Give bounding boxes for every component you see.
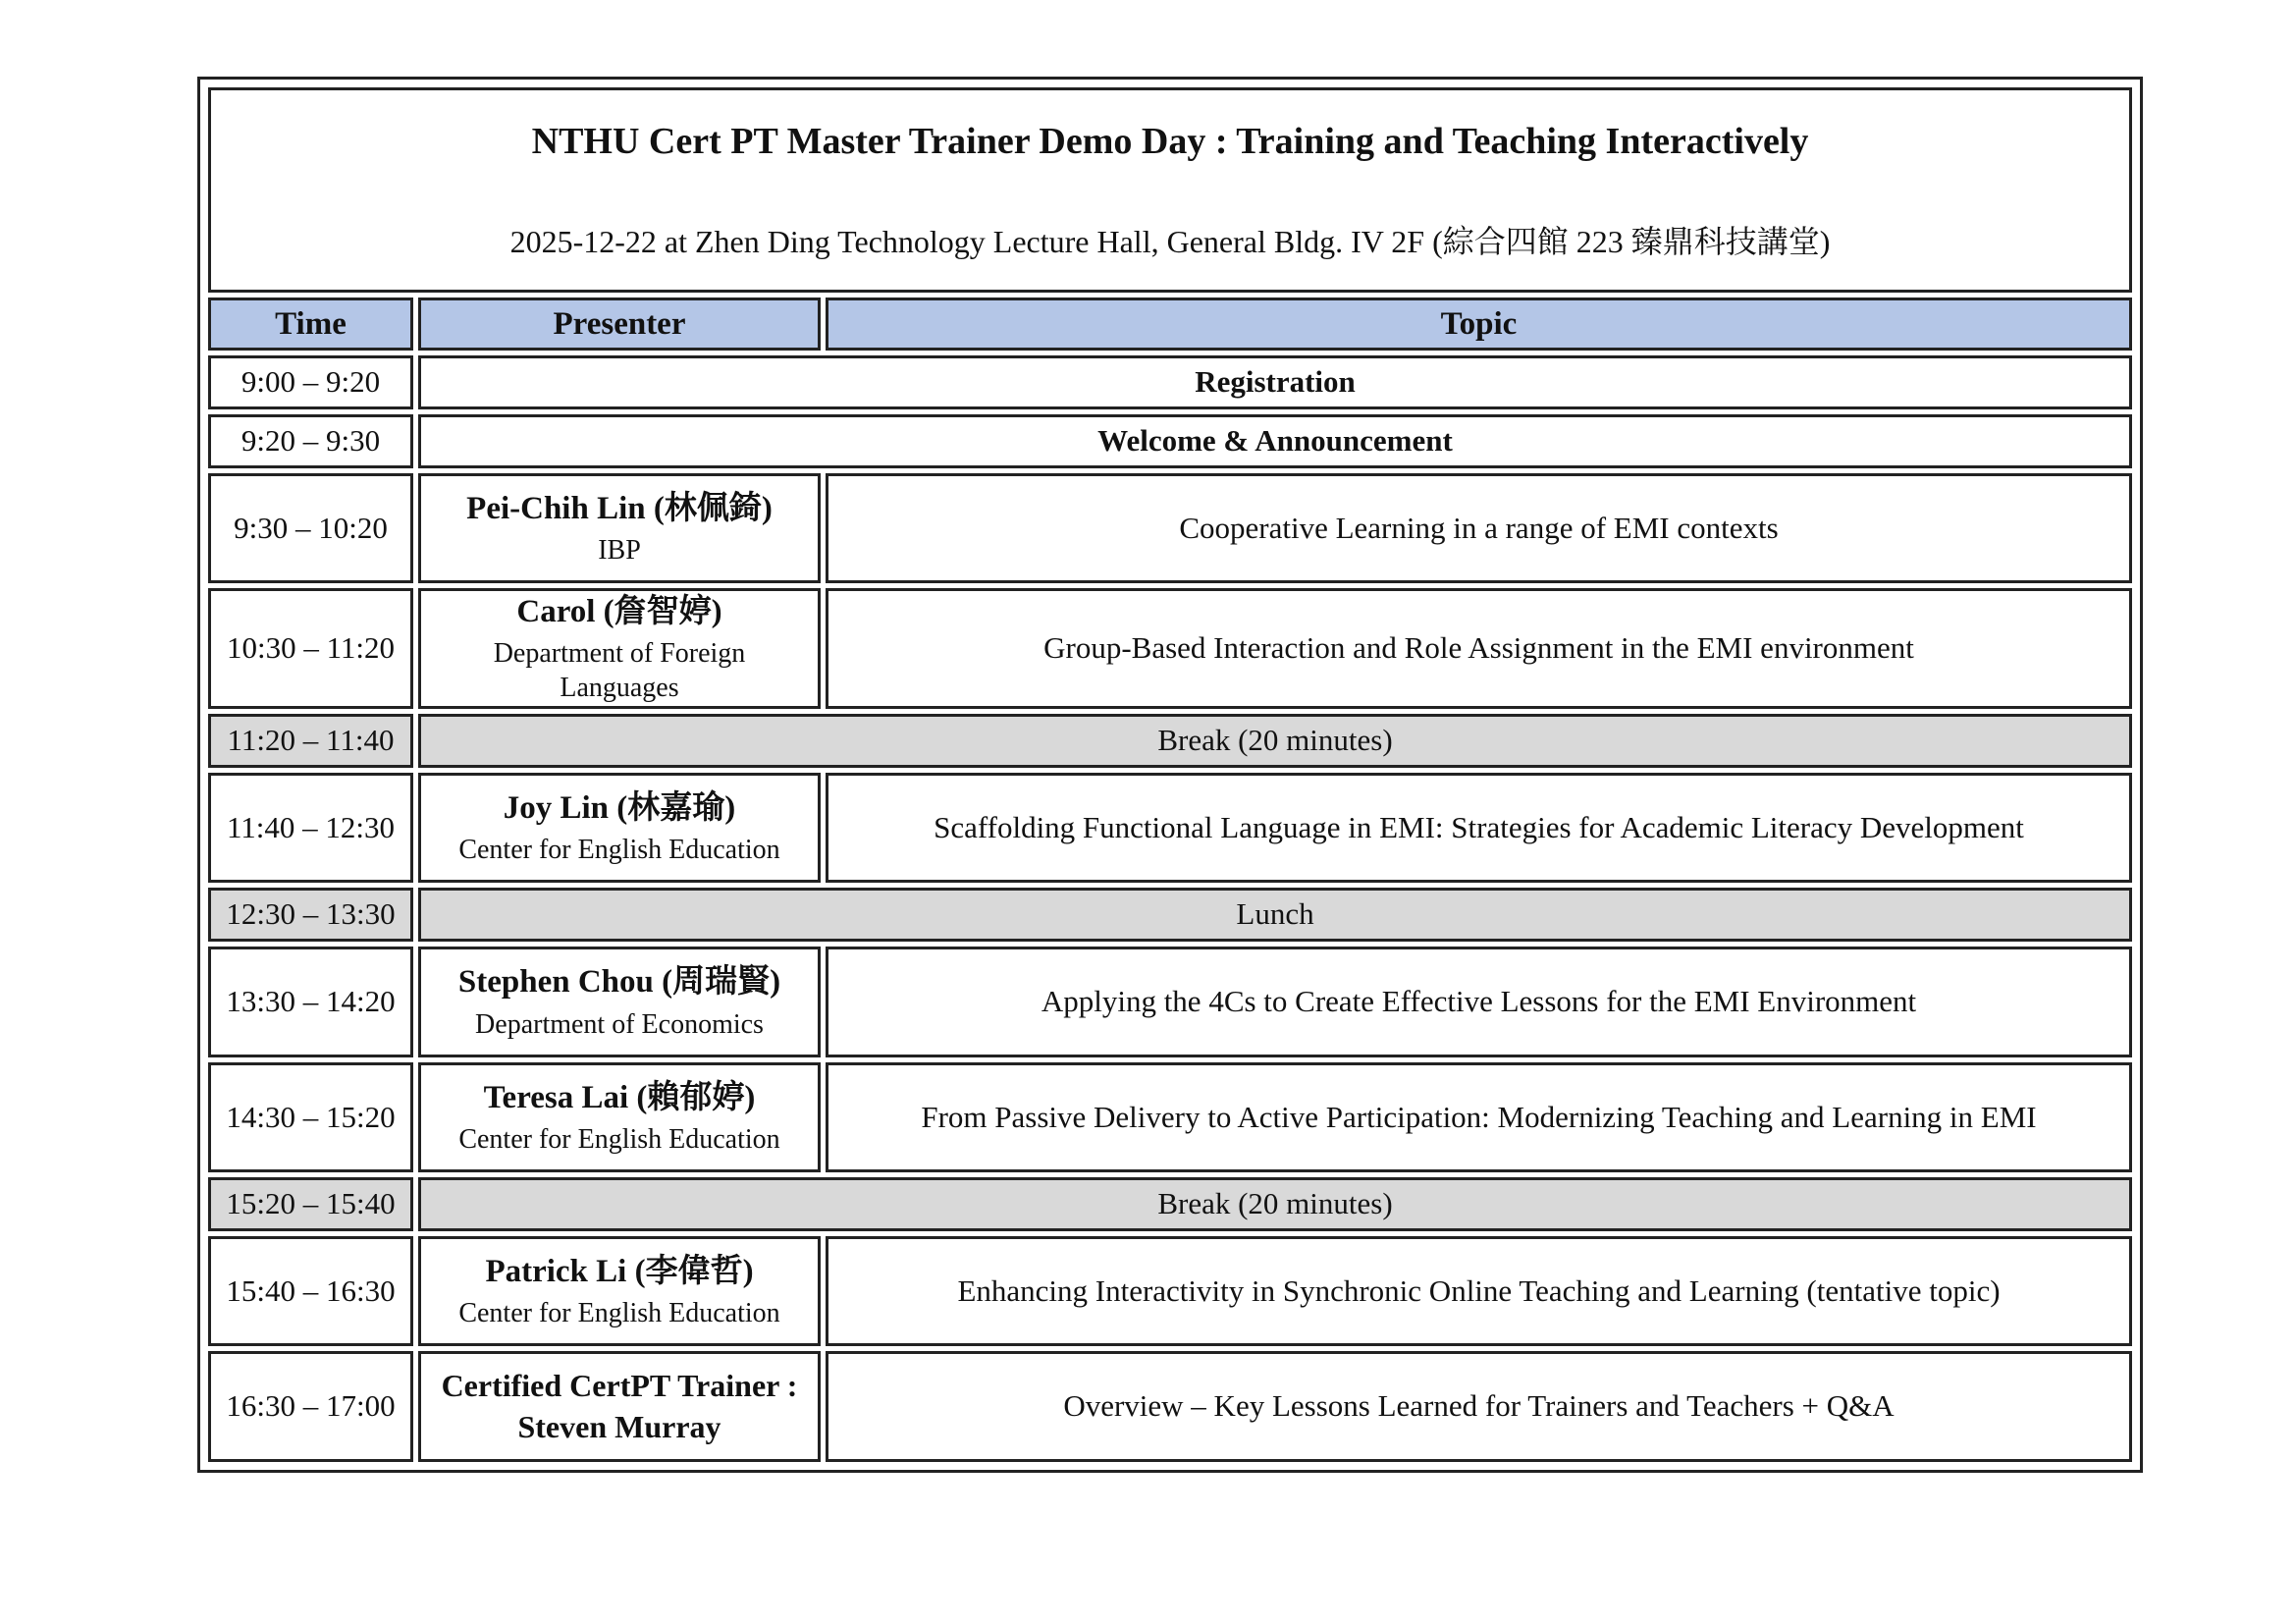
presenter-name: Teresa Lai (賴郁婷) — [483, 1079, 756, 1115]
table-row-break-2 — [208, 1177, 2132, 1231]
topic-cell: Group-Based Interaction and Role Assignment in the EMI environment — [826, 588, 2132, 709]
presenter-name: Steven Murray — [517, 1408, 721, 1444]
welcome-label: Welcome & Announcement — [418, 414, 2132, 468]
schedule-document — [197, 77, 2143, 1473]
lunch-label: Lunch — [418, 888, 2132, 942]
break-label: Break (20 minutes) — [418, 1177, 2132, 1231]
time-cell: 14:30 – 15:20 — [208, 1062, 413, 1172]
presenter-department: Center for English Education — [458, 1298, 780, 1329]
table-row-session-1 — [208, 473, 2132, 583]
presenter-cell — [418, 773, 821, 883]
table-row-lunch — [208, 888, 2132, 942]
time-cell: 15:40 – 16:30 — [208, 1236, 413, 1346]
presenter-name: Carol (詹智婷) — [516, 594, 722, 630]
time-cell: 9:30 – 10:20 — [208, 473, 413, 583]
title-row — [208, 87, 2132, 293]
time-cell: 12:30 – 13:30 — [208, 888, 413, 942]
header-time: Time — [208, 298, 413, 352]
table-row-session-5 — [208, 1062, 2132, 1172]
presenter-name: Joy Lin (林嘉瑜) — [503, 790, 736, 827]
presenter-name: Stephen Chou (周瑞賢) — [457, 964, 781, 1001]
time-cell: 16:30 – 17:00 — [208, 1351, 413, 1462]
topic-cell: Overview – Key Lessons Learned for Trainers and Teachers + Q&A — [826, 1351, 2132, 1462]
trainer-title: Certified CertPT Trainer : — [441, 1368, 798, 1404]
table-row-session-7 — [208, 1351, 2132, 1462]
presenter-cell — [418, 473, 821, 583]
time-cell: 13:30 – 14:20 — [208, 947, 413, 1056]
presenter-department: Department of Economics — [475, 1008, 764, 1040]
header-topic: Topic — [826, 298, 2132, 352]
time-cell: 9:20 – 9:30 — [208, 414, 413, 468]
break-label: Break (20 minutes) — [418, 714, 2132, 768]
header-row — [208, 298, 2132, 352]
presenter-name: Pei-Chih Lin (林佩錡) — [466, 491, 773, 527]
table-row-session-6 — [208, 1236, 2132, 1346]
time-cell: 10:30 – 11:20 — [208, 588, 413, 709]
presenter-cell — [418, 588, 821, 709]
table-row-welcome — [208, 414, 2132, 468]
table-row-session-2 — [208, 588, 2132, 709]
presenter-cell — [418, 1236, 821, 1346]
presenter-department: IBP — [598, 535, 641, 567]
event-venue-date: 2025-12-22 at Zhen Ding Technology Lecture Hall, General Bldg. IV 2F (綜合四館 223 臻鼎科技講堂) — [509, 224, 1831, 260]
time-cell: 11:40 – 12:30 — [208, 773, 413, 883]
table-row-break-1 — [208, 714, 2132, 768]
table-row-session-4 — [208, 947, 2132, 1056]
presenter-department: Department of Foreign Languages — [493, 638, 746, 704]
presenter-cell — [418, 947, 821, 1056]
topic-cell: Enhancing Interactivity in Synchronic Online Teaching and Learning (tentative topic) — [826, 1236, 2132, 1346]
presenter-cell — [418, 1351, 821, 1462]
title-cell — [208, 87, 2132, 293]
header-presenter: Presenter — [418, 298, 821, 352]
presenter-name: Patrick Li (李偉哲) — [485, 1254, 754, 1289]
time-cell: 15:20 – 15:40 — [208, 1177, 413, 1231]
topic-cell: Scaffolding Functional Language in EMI: Strategies for Academic Literacy Development — [826, 773, 2132, 883]
time-cell: 9:00 – 9:20 — [208, 355, 413, 409]
registration-label: Registration — [418, 355, 2132, 409]
time-cell: 11:20 – 11:40 — [208, 714, 413, 768]
schedule-table — [203, 82, 2137, 1467]
presenter-cell — [418, 1062, 821, 1172]
page-title: NTHU Cert PT Master Trainer Demo Day : Training and Teaching Interactively — [531, 120, 1809, 162]
table-row-session-3 — [208, 773, 2132, 883]
presenter-department: Center for English Education — [458, 835, 780, 866]
topic-cell: Applying the 4Cs to Create Effective Lessons for the EMI Environment — [826, 947, 2132, 1056]
presenter-department: Center for English Education — [458, 1124, 780, 1156]
topic-cell: From Passive Delivery to Active Participation: Modernizing Teaching and Learning in EMI — [826, 1062, 2132, 1172]
topic-cell: Cooperative Learning in a range of EMI contexts — [826, 473, 2132, 583]
table-row-registration — [208, 355, 2132, 409]
